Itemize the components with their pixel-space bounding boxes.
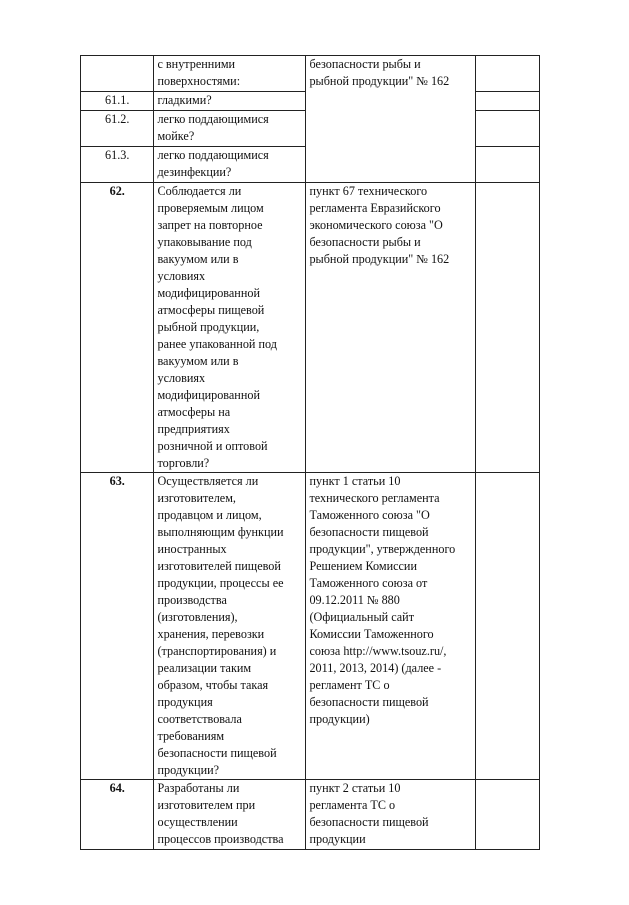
question-text: Соблюдается ли проверяемым лицом запрет на повторное упаковывание под вакуумом или в условиях модифицированной атмосферы пищевой рыбной продукции, ранее упакованной под вакуумом или в условиях модифицированной атмосферы на предприятиях розничной и оптовой торговли? — [154, 183, 306, 473]
requirements-table — [80, 55, 540, 850]
row-number: 62. — [81, 183, 154, 473]
row-number: 64. — [81, 780, 154, 850]
table-row — [81, 56, 540, 92]
legal-reference: пункт 1 статьи 10 технического регламента Таможенного союза "О безопасности пищевой продукции", утвержденного Решением Комиссии Таможенного союза от 09.12.2011 № 880 (Официальный сайт Комиссии Таможенного союза http://www.tsouz.ru/, 2011, 2013, 2014) (далее - регламент ТС о безопасности пищевой продукции) — [306, 473, 475, 780]
question-text: легко поддающимися дезинфекции? — [154, 147, 306, 183]
row-number: 61.3. — [81, 147, 154, 183]
legal-reference: безопасности рыбы и рыбной продукции" № 162 — [306, 56, 475, 183]
table-row — [81, 473, 540, 780]
table-row — [81, 780, 540, 850]
answer-cell — [475, 92, 539, 111]
question-text: Разработаны ли изготовителем при осуществлении процессов производства — [154, 780, 306, 850]
question-text: Осуществляется ли изготовителем, продавцом и лицом, выполняющим функции иностранных изготовителей пищевой продукции, процессы ее производства (изготовления), хранения, перевозки (транспортирования) и реализации таким образом, чтобы такая продукция соответствовала требованиям безопасности пищевой продукции? — [154, 473, 306, 780]
answer-cell — [475, 780, 539, 850]
answer-cell — [475, 56, 539, 92]
answer-cell — [475, 183, 539, 473]
row-number — [81, 56, 154, 92]
answer-cell — [475, 473, 539, 780]
answer-cell — [475, 147, 539, 183]
row-number: 61.2. — [81, 111, 154, 147]
question-text: легко поддающимися мойке? — [154, 111, 306, 147]
table-row — [81, 183, 540, 473]
legal-reference: пункт 67 технического регламента Евразийского экономического союза "О безопасности рыбы и рыбной продукции" № 162 — [306, 183, 475, 473]
answer-cell — [475, 111, 539, 147]
question-text: гладкими? — [154, 92, 306, 111]
row-number: 61.1. — [81, 92, 154, 111]
question-text: с внутренними поверхностями: — [154, 56, 306, 92]
legal-reference: пункт 2 статьи 10 регламента ТС о безопасности пищевой продукции — [306, 780, 475, 850]
row-number: 63. — [81, 473, 154, 780]
